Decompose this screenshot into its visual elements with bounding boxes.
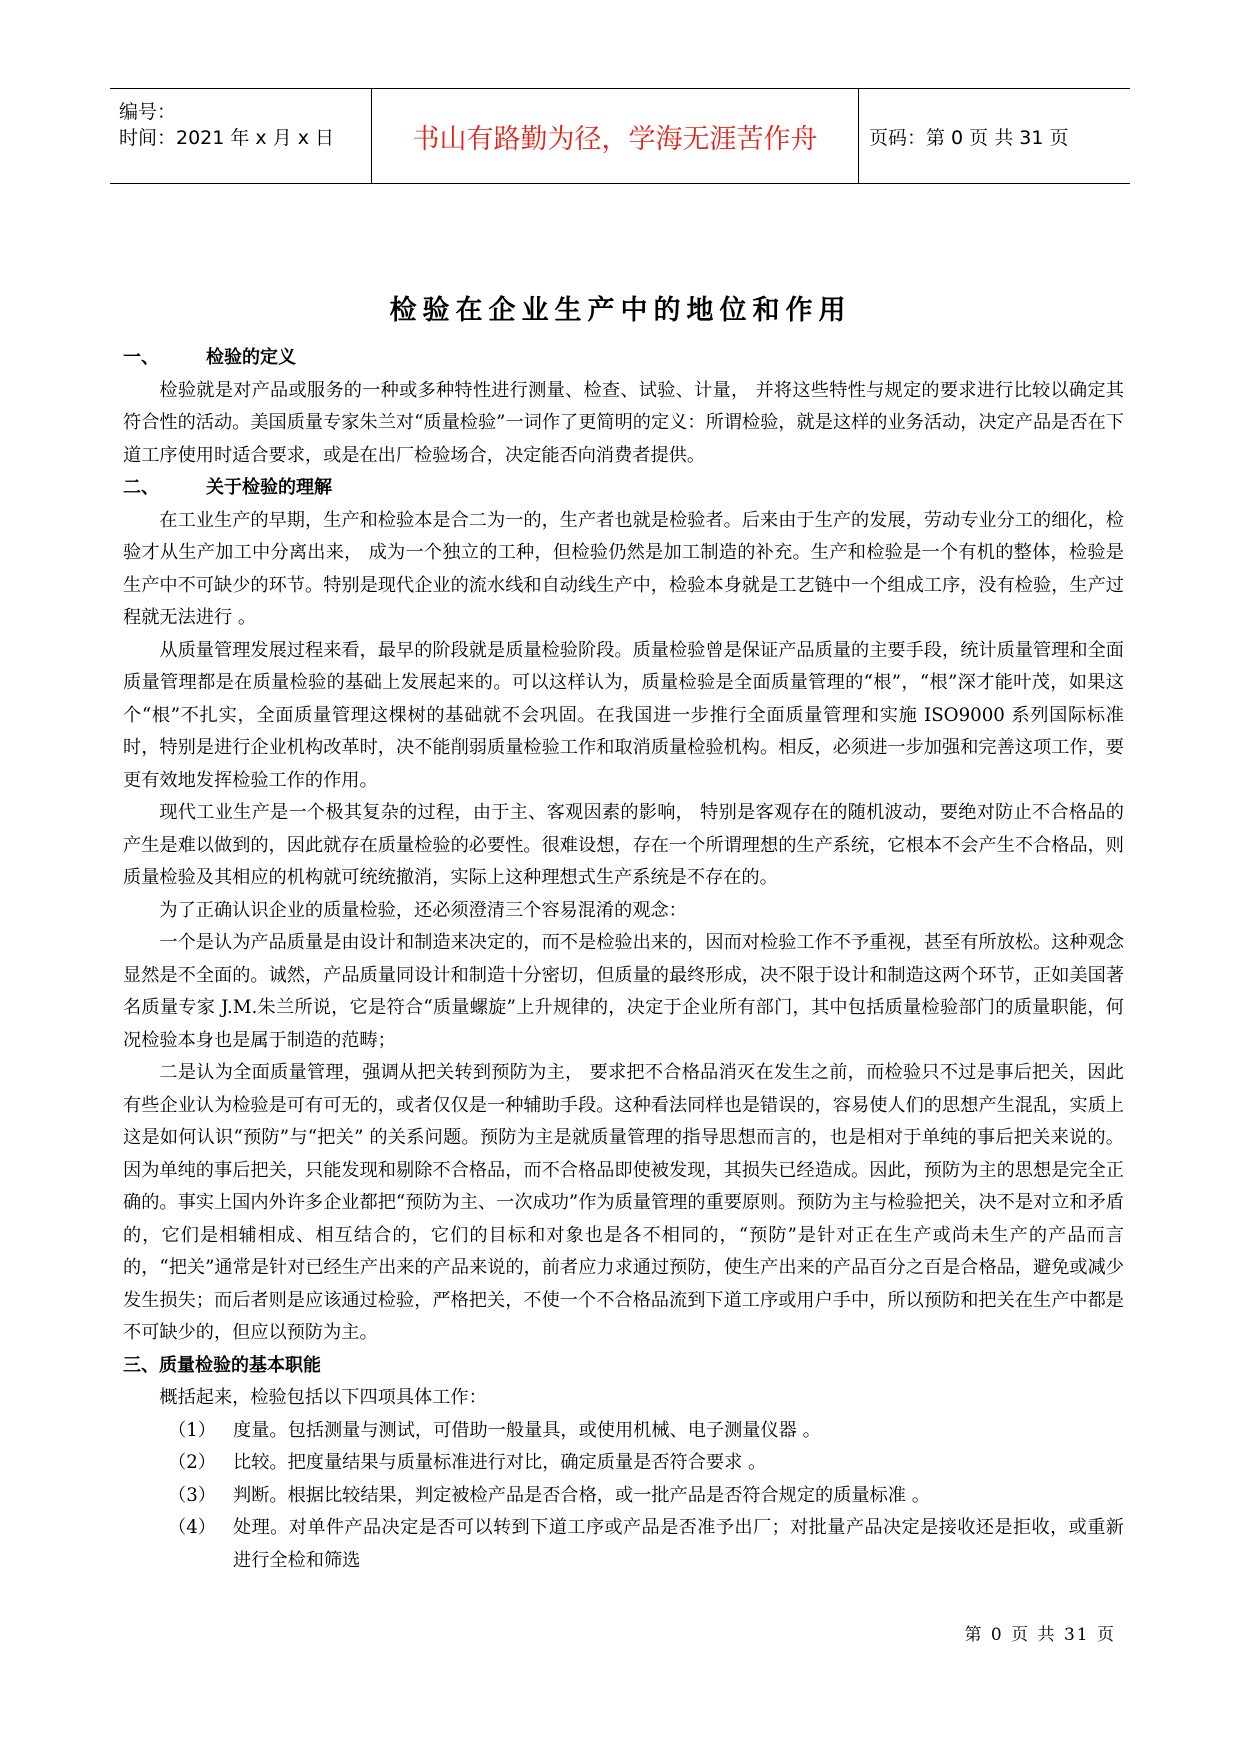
- page-footer: 第 0 页 共 31 页: [964, 1625, 1116, 1645]
- section-heading-3: 三、质量检验的基本职能: [123, 1354, 321, 1376]
- paragraph: 从质量管理发展过程来看，最早的阶段就是质量检验阶段。质量检验曾是保证产品质量的主要手段，统计质量管理和全面质量管理都是在质量检验的基础上发展起来的。可以这样认为，质量检验是全面质量管理的“根”，“根”深才能叶茂，如果这个“根”不扎实，全面质量管理这棵树的基础就不会巩固。在我国进一步推行全面质量管理和实施 ISO9000 系列国际标准时，特别是进行企业机构改革时，决不能削弱质量检验工作和取消质量检验机构。相反，必须进一步加强和完善这项工作，要更有效地发挥检验工作的作用。: [123, 639, 1124, 791]
- list-number: （4）: [168, 1517, 216, 1538]
- number-label: 编号：: [119, 101, 177, 123]
- list-item: [123, 1447, 1124, 1480]
- paragraph: 在工业生产的早期，生产和检验本是合二为一的，生产者也就是检验者。后来由于生产的发展，劳动专业分工的细化，检验才从生产加工中分离出来， 成为一个独立的工种，但检验仍然是加工制造的补充。生产和检验是一个有机的整体，检验是生产中不可缺少的环节。特别是现代企业的流水线和自动线生产中，检验本身就是工艺链中一个组成工序，没有检验，生产过程就无法进行 。: [123, 509, 1124, 628]
- list-number: （2）: [168, 1452, 216, 1473]
- document-title: 检验在企业生产中的地位和作用: [389, 295, 852, 326]
- section-number: 二、: [123, 477, 159, 498]
- list-number: （3）: [168, 1484, 216, 1506]
- time-label: 时间：2021 年 x 月 x 日: [119, 127, 335, 149]
- list-item: [123, 1512, 1124, 1577]
- paragraph: 概括起来，检验包括以下四项具体工作：: [159, 1387, 487, 1408]
- list-item: [123, 1415, 1124, 1448]
- list-number: （1）: [168, 1419, 216, 1441]
- header-motto: 书山有路勤为径，学海无涯苦作舟: [372, 89, 859, 183]
- section-title: 关于检验的理解: [206, 477, 332, 498]
- list-text: 比较。把度量结果与质量标准进行对比，确定质量是否符合要求 。: [233, 1452, 767, 1473]
- list-text: 判断。根据比较结果，判定被检产品是否合格，或一批产品是否符合规定的质量标准 。: [233, 1484, 930, 1506]
- list-text: 处理。对单件产品决定是否可以转到下道工序或产品是否准予出厂；对批量产品决定是接收还是拒收，或重新进行全检和筛选: [233, 1517, 1124, 1571]
- paragraph: 现代工业生产是一个极其复杂的过程，由于主、客观因素的影响， 特别是客观存在的随机波动，要绝对防止不合格品的产生是难以做到的，因此就存在质量检验的必要性。很难设想，存在一个所谓理想的生产系统，它根本不会产生不合格品，则质量检验及其相应的机构就可统统撤消，实际上这种理想式生产系统是不存在的。: [123, 802, 1124, 888]
- paragraph: 检验就是对产品或服务的一种或多种特性进行测量、检查、试验、计量， 并将这些特性与规定的要求进行比较以确定其符合性的活动。美国质量专家朱兰对“质量检验”一词作了更简明的定义：所谓检验，就是这样的业务活动，决定产品是否在下道工序使用时适合要求，或是在出厂检验场合，决定能否向消费者提供。: [123, 379, 1124, 466]
- list-item: [123, 1480, 1124, 1513]
- document-body: [123, 342, 1124, 1577]
- header-table: [110, 88, 1130, 184]
- paragraph: 为了正确认识企业的质量检验，还必须澄清三个容易混淆的观念：: [159, 899, 687, 921]
- paragraph: 二是认为全面质量管理，强调从把关转到预防为主， 要求把不合格品消灭在发生之前，而检验只不过是事后把关，因此有些企业认为检验是可有可无的，或者仅仅是一种辅助手段。这种看法同样也是错误的，容易使人们的思想产生混乱，实质上这是如何认识“预防”与“把关” 的关系问题。预防为主是就质量管理的指导思想而言的，也是相对于单纯的事后把关来说的。因为单纯的事后把关，只能发现和剔除不合格品，而不合格品即使被发现，其损失已经造成。因此，预防为主的思想是完全正确的。事实上国内外许多企业都把“预防为主、一次成功”作为质量管理的重要原则。预防为主与检验把关，决不是对立和矛盾的，它们是相辅相成、相互结合的，它们的目标和对象也是各不相同的，“预防”是针对正在生产或尚未生产的产品而言的，“把关”通常是针对已经生产出来的产品来说的，前者应力求通过预防，使生产出来的产品百分之百是合格品，避免或减少发生损失；而后者则是应该通过检验，严格把关，不使一个不合格品流到下道工序或用户手中，所以预防和把关在生产中都是不可缺少的，但应以预防为主。: [123, 1062, 1124, 1343]
- header-page-info: 页码：第 0 页 共 31 页: [869, 126, 1069, 149]
- section-title: 检验的定义: [206, 347, 296, 368]
- list-text: 度量。包括测量与测试，可借助一般量具，或使用机械、电子测量仪器 。: [233, 1419, 821, 1441]
- paragraph: 一个是认为产品质量是由设计和制造来决定的，而不是检验出来的，因而对检验工作不予重视，甚至有所放松。这种观念显然是不全面的。诚然，产品质量同设计和制造十分密切，但质量的最终形成，决不限于设计和制造这两个环节，正如美国著名质量专家 J.M.朱兰所说，它是符合“质量螺旋”上升规律的，决定于企业所有部门，其中包括质量检验部门的质量职能，何况检验本身也是属于制造的范畴；: [123, 932, 1124, 1051]
- section-number: 一、: [123, 347, 159, 368]
- section-heading-1: [123, 342, 1124, 375]
- section-heading-2: [123, 472, 1124, 505]
- header-left-cell: [110, 89, 372, 183]
